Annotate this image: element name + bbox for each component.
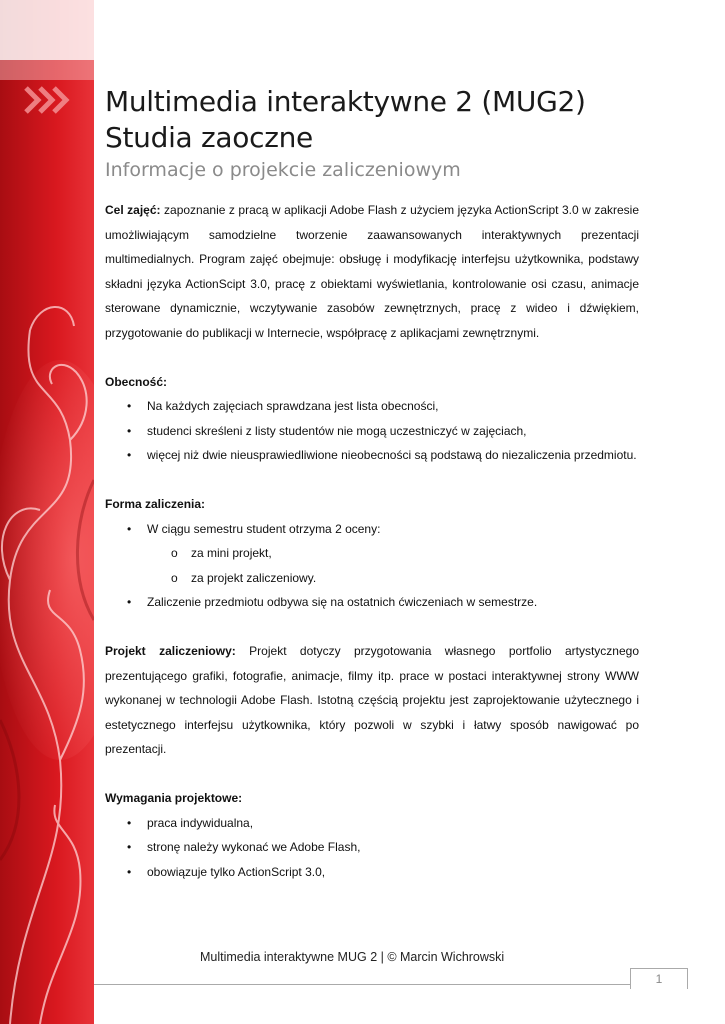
cel-text: zapoznanie z pracą w aplikacji Adobe Flash z użyciem języka ActionScript 3.0 w zakresie umożliwiającym samodzielne tworzenie zaawansowanych interaktywnych prezentacji multimedialnych. Program zajęć obejmuje: obsługę i modyfikację interfejsu użytkownika, podstawy składni języka ActionScipt 3.0, pracę z obiektami wyświetlania, kontrolowanie osi czasu, animacje sterowane dynamicznie, wczytywanie zasobów zewnętrznych, pracę z wideo i dźwiękiem, przygotowanie do publikacji w Internecie, współpracę z aplikacjami zewnętrznymi. xyxy=(105,203,640,340)
list-item xyxy=(105,860,639,885)
list-item-text: Na każdych zajęciach sprawdzana jest lista obecności, xyxy=(147,399,439,413)
wymagania-heading: Wymagania projektowe: xyxy=(105,791,243,805)
wymagania-list xyxy=(105,811,639,885)
list-item xyxy=(105,590,639,615)
sub-list-item-text: za mini projekt, xyxy=(191,546,272,560)
forma-list xyxy=(105,517,639,542)
sub-list-item-text: za projekt zaliczeniowy. xyxy=(191,570,317,585)
list-item xyxy=(105,835,639,860)
bullet-icon: • xyxy=(127,815,132,830)
cel-label: Cel zajęć: xyxy=(105,203,161,217)
projekt-text: Projekt dotyczy przygotowania własnego portfolio artystycznego prezentującego grafiki, fotografie, animacje, filmy itp. prace w postaci interaktywnej strony WWW wykonanej w technologii Adobe Flash. Istotną częścią projektu jest zaprojektowanie użytecznego i estetycznego interfejsu użytkownika, który pozwoli w szybki i łatwy sposób nawigować po prezentacji. xyxy=(105,644,640,756)
sub-list-item xyxy=(105,566,639,591)
cel-paragraph xyxy=(105,198,639,345)
obecnosc-list xyxy=(105,394,639,468)
page-number-box xyxy=(630,968,688,989)
list-item-text: Zaliczenie przedmiotu odbywa się na ostatnich ćwiczeniach w semestrze. xyxy=(147,595,538,609)
forma-sublist xyxy=(105,541,639,590)
forma-list-continued xyxy=(105,590,639,615)
forma-heading: Forma zaliczenia: xyxy=(105,497,206,511)
list-item xyxy=(105,443,639,468)
bullet-icon: • xyxy=(127,864,132,879)
list-item-text: obowiązuje tylko ActionScript 3.0, xyxy=(147,864,326,879)
sub-list-item xyxy=(105,541,639,566)
list-item xyxy=(105,419,639,444)
document-subtitle: Informacje o projekcie zaliczeniowym xyxy=(105,159,461,181)
decorative-sidebar xyxy=(0,0,94,1024)
circle-bullet-icon: o xyxy=(171,546,178,560)
list-item-text: więcej niż dwie nieusprawiedliwione nieobecności są podstawą do niezaliczenia przedmiotu. xyxy=(147,448,637,462)
list-item xyxy=(105,517,639,542)
footer-divider xyxy=(94,984,688,985)
bullet-icon: • xyxy=(127,521,132,536)
title-line-1: Multimedia interaktywne 2 (MUG2) xyxy=(105,85,586,118)
projekt-paragraph xyxy=(105,639,639,762)
title-line-2: Studia zaoczne xyxy=(105,121,313,154)
projekt-label: Projekt zaliczeniowy: xyxy=(105,644,236,658)
page-number: 1 xyxy=(655,972,663,986)
list-item-text: praca indywidualna, xyxy=(147,815,254,830)
list-item-text: W ciągu semestru student otrzyma 2 oceny: xyxy=(147,521,381,536)
bullet-icon: • xyxy=(127,399,132,413)
sidebar-ornament-graphic xyxy=(0,0,94,1024)
list-item-text: stronę należy wykonać we Adobe Flash, xyxy=(147,840,361,854)
bullet-icon: • xyxy=(127,448,132,462)
document-body xyxy=(105,84,639,884)
list-item-text: studenci skreśleni z listy studentów nie mogą uczestniczyć w zajęciach, xyxy=(147,423,527,438)
footer-text: Multimedia interaktywne MUG 2 | © Marcin Wichrowski xyxy=(200,950,505,964)
bullet-icon: • xyxy=(127,423,132,438)
obecnosc-heading: Obecność: xyxy=(105,374,168,389)
document-title xyxy=(105,84,639,156)
circle-bullet-icon: o xyxy=(171,570,178,585)
list-item xyxy=(105,394,639,419)
bullet-icon: • xyxy=(127,595,132,609)
list-item xyxy=(105,811,639,836)
bullet-icon: • xyxy=(127,840,132,854)
